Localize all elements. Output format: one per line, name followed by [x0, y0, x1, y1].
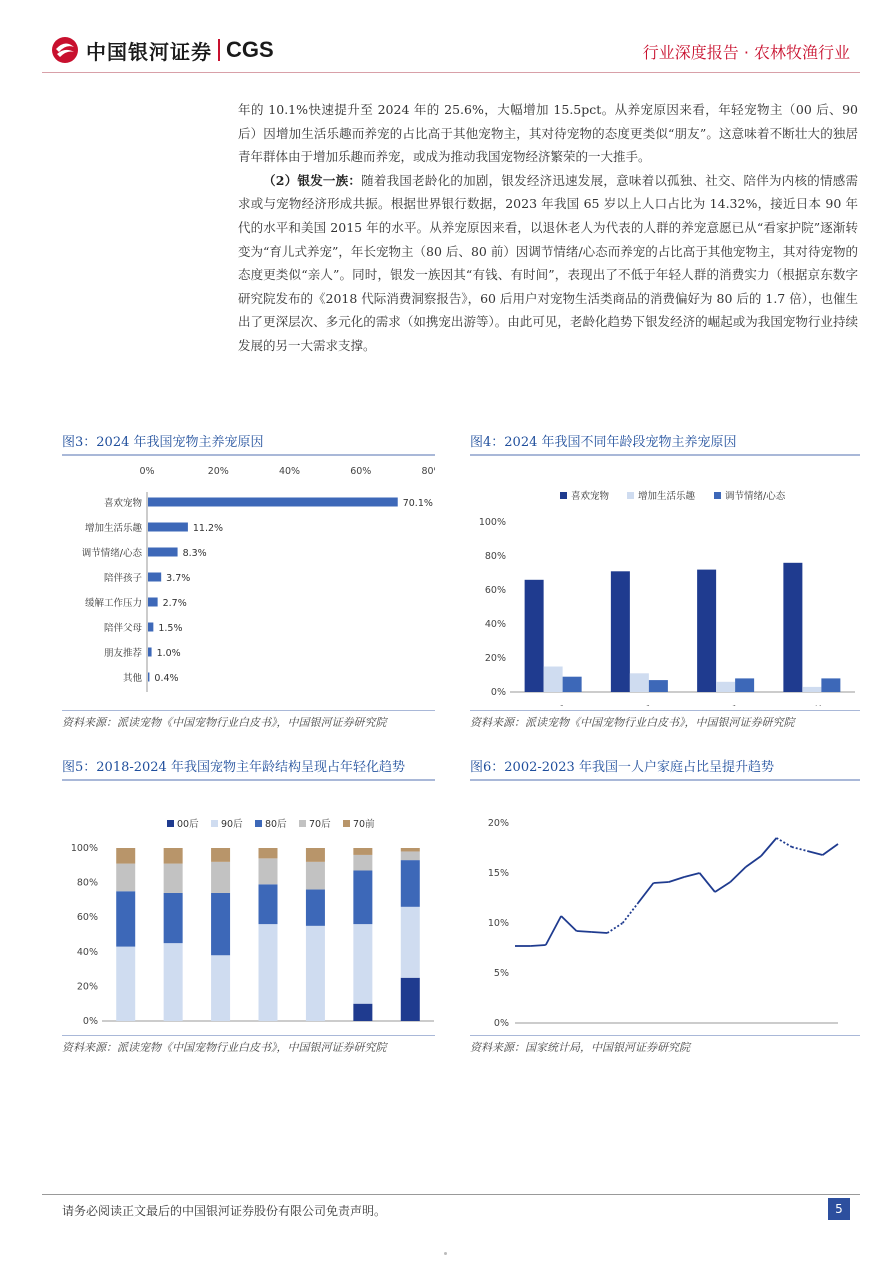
bar — [148, 648, 152, 657]
category-label: 调节情绪/心态 — [81, 548, 142, 559]
bar-segment — [306, 862, 325, 890]
logo-divider — [218, 39, 220, 61]
bar — [611, 571, 630, 692]
series-line-segment — [823, 844, 838, 855]
paragraph-2-lead: （2）银发一族： — [263, 172, 362, 188]
bar-segment — [353, 855, 372, 871]
figure-3-chart — [62, 456, 435, 706]
logo-name: 中国银河证券 — [86, 39, 212, 64]
figure-5-chart — [62, 781, 435, 1031]
series-line-segment — [746, 856, 761, 867]
legend-label: 70后 — [309, 819, 331, 830]
bar — [802, 687, 821, 692]
bar-segment — [164, 893, 183, 943]
bar — [544, 667, 563, 693]
bar-segment — [259, 884, 278, 924]
footer-disclaimer: 请务必阅读正文最后的中国银河证券股份有限公司免责声明。 — [62, 1204, 387, 1218]
bar — [697, 570, 716, 692]
bar-segment — [306, 890, 325, 926]
company-logo — [50, 32, 350, 68]
data-label: 2.7% — [162, 598, 187, 609]
page-number: 5 — [828, 1198, 850, 1220]
figure-4-title: 图4：2024 年我国不同年龄段宠物主养宠原因 — [470, 435, 737, 450]
y-tick-label: 100% — [478, 517, 506, 528]
data-label: 0.4% — [154, 673, 179, 684]
bar — [148, 598, 158, 607]
bar-segment — [401, 978, 420, 1021]
bar-segment — [116, 947, 135, 1021]
bar-segment — [116, 891, 135, 946]
y-tick-label: 0% — [490, 687, 506, 698]
figure-4-chart — [470, 456, 860, 706]
y-tick-label: 60% — [484, 585, 506, 596]
bar-segment — [211, 848, 230, 862]
data-label: 11.2% — [192, 523, 224, 534]
figure-6-source: 资料来源：国家统计局，中国银河证券研究院 — [470, 1041, 690, 1054]
bar-segment — [164, 864, 183, 893]
legend-swatch — [167, 820, 174, 827]
bar-segment — [353, 924, 372, 1004]
bar-segment — [306, 848, 325, 862]
figure-5-source: 资料来源：派读宠物《中国宠物行业白皮书》，中国银河证券研究院 — [62, 1041, 387, 1054]
data-label: 8.3% — [182, 548, 207, 559]
legend-swatch — [714, 492, 721, 499]
y-tick-label: 0% — [82, 1016, 98, 1027]
footer-divider — [42, 1194, 860, 1195]
y-tick-label: 20% — [76, 981, 98, 993]
bar — [148, 498, 398, 507]
y-tick-label: 100% — [70, 843, 98, 854]
legend-label: 增加生活乐趣 — [638, 491, 696, 502]
bar — [148, 523, 188, 532]
figure-4-rule-bottom — [470, 710, 860, 711]
legend-label: 喜欢宠物 — [571, 491, 610, 502]
data-label: 1.5% — [158, 623, 183, 634]
series-line-segment — [669, 877, 684, 882]
bar-segment — [211, 862, 230, 893]
series-line-segment — [684, 873, 699, 877]
legend-swatch — [211, 820, 218, 827]
bar — [821, 678, 840, 692]
bar — [563, 677, 582, 692]
bar-segment — [164, 848, 183, 864]
figure-3-title: 图3：2024 年我国宠物主养宠原因 — [62, 435, 264, 450]
logo-mark-icon — [50, 35, 80, 65]
bar-segment — [306, 926, 325, 1021]
bar-segment — [401, 907, 420, 978]
category-label: 陪伴孩子 — [103, 573, 142, 584]
figure-6-rule-bottom — [470, 1035, 860, 1036]
series-line-segment — [776, 838, 791, 847]
bar — [148, 573, 161, 582]
series-line-segment — [807, 851, 822, 855]
legend-label: 70前 — [353, 819, 375, 830]
legend-swatch — [627, 492, 634, 499]
series-line-segment — [638, 883, 653, 903]
series-line-segment — [761, 838, 776, 856]
paragraph-2-rest: 随着我国老龄化的加剧，银发经济迅速发展，意味着以孤独、社交、陪伴为内核的情感需求或与宠物经济形成共振。根据世界银行数据，2023 年我国 65 岁以上人口占比为 14.32%，接近日本 90 年代的水平和美国 2015 年的水平。从养宠原因来看，以退休老人为代表的人群的养宠意愿已从“看家护院”逐渐转变为“育儿式养宠”，年长宠物主（80 后、80 前）因调节情绪/心态而养宠的占比高于其他宠物主，其对待宠物的态度更类似“亲人”。同时，银发一族因其“有钱、有时间”，表现出了不低于年轻人群的消费实力（根据京东数字研究院发布的《2018 代际消费洞察报告》，60 后用户对宠物生活类商品的消费偏好为 80 后的 1.7 倍），也催生出了更深层次、多元化的需求（如携宠出游等）。由此可见，老龄化趋势下银发经济的崛起或为我国宠物行业持续发展的另一大需求支撑。 — [238, 172, 858, 353]
bar — [735, 678, 754, 692]
series-line-segment — [653, 882, 668, 883]
bar — [148, 548, 178, 557]
y-tick-label: 15% — [487, 868, 509, 879]
y-tick-label: 0% — [493, 1018, 509, 1029]
bar-segment — [116, 864, 135, 892]
bar — [525, 580, 544, 692]
bar-segment — [259, 924, 278, 1021]
category-label: 增加生活乐趣 — [84, 523, 142, 534]
y-tick-label: 20% — [487, 818, 509, 829]
category-label: 陪伴父母 — [103, 623, 142, 634]
bar — [649, 680, 668, 692]
bar — [630, 673, 649, 692]
category-label — [628, 704, 651, 706]
figure-6-title: 图6：2002-2023 年我国一人户家庭占比呈提升趋势 — [470, 760, 774, 775]
x-tick-label: 60% — [350, 466, 372, 477]
data-label: 1.0% — [156, 648, 181, 659]
bar — [148, 623, 153, 632]
figure-6 — [470, 757, 860, 1055]
page-marker-dot — [444, 1252, 447, 1255]
body-text — [238, 98, 858, 358]
x-tick-label: 40% — [278, 466, 301, 477]
y-tick-label: 60% — [76, 912, 98, 924]
series-line-segment — [577, 931, 592, 932]
y-tick-label: 40% — [484, 619, 506, 630]
bar-segment — [401, 848, 420, 851]
series-line-segment — [530, 945, 545, 946]
bar-segment — [353, 1004, 372, 1021]
y-tick-label: 10% — [487, 918, 509, 929]
paragraph-2 — [238, 169, 858, 358]
bar-segment — [211, 893, 230, 955]
series-line-segment — [792, 847, 807, 851]
legend-swatch — [255, 820, 262, 827]
bar — [716, 682, 735, 692]
figure-5-rule-bottom — [62, 1035, 435, 1036]
series-line-segment — [592, 932, 607, 933]
category-label — [542, 704, 565, 706]
series-line-segment — [607, 923, 622, 933]
data-label: 3.7% — [166, 573, 191, 584]
y-tick-label: 20% — [484, 653, 506, 664]
bar-segment — [353, 870, 372, 924]
x-tick-label: 0% — [139, 466, 155, 477]
x-tick-label: 20% — [207, 466, 229, 477]
category-label: 喜欢宠物 — [103, 498, 142, 509]
category-label: 其他 — [122, 673, 142, 684]
legend-label: 80后 — [265, 819, 287, 830]
header-divider — [42, 72, 860, 73]
bar-segment — [259, 858, 278, 884]
logo-abbr: CGS — [226, 37, 274, 62]
category-label — [714, 704, 737, 706]
figure-4-source: 资料来源：派读宠物《中国宠物行业白皮书》，中国银河证券研究院 — [470, 716, 795, 729]
legend-label: 调节情绪/心态 — [725, 491, 786, 502]
legend-swatch — [299, 820, 306, 827]
figure-3 — [62, 432, 435, 730]
paragraph-1: 年的 10.1%快速提升至 2024 年的 25.6%，大幅增加 15.5pct。从养宠原因来看，年轻宠物主（00 后、90 后）因增加生活乐趣而养宠的占比高于其他宠物主，其对待宠物的态度更类似“朋友”。这意味着不断壮大的独居青年群体由于增加乐趣而养宠，或成为推动我国宠物经济繁荣的一大推手。 — [238, 102, 858, 165]
figure-5-title: 图5：2018-2024 年我国宠物主年龄结构呈现占年轻化趋势 — [62, 760, 405, 775]
series-line-segment — [730, 867, 745, 882]
figure-3-source: 资料来源：派读宠物《中国宠物行业白皮书》，中国银河证券研究院 — [62, 716, 387, 729]
y-tick-label: 80% — [76, 877, 98, 889]
category-label: 缓解工作压力 — [84, 598, 142, 609]
bar-segment — [211, 955, 230, 1021]
y-tick-label: 80% — [484, 551, 506, 562]
legend-label: 00后 — [177, 819, 199, 830]
series-line-segment — [561, 916, 576, 931]
series-line-segment — [700, 873, 715, 892]
y-tick-label: 5% — [493, 968, 509, 979]
series-line-segment — [623, 903, 638, 923]
figure-5 — [62, 757, 435, 1055]
bar — [783, 563, 802, 692]
legend-swatch — [560, 492, 567, 499]
data-label: 70.1% — [402, 498, 433, 509]
legend-swatch — [343, 820, 350, 827]
x-tick-label: 80 — [421, 466, 434, 477]
series-line-segment — [546, 916, 561, 945]
bar-segment — [259, 848, 278, 858]
bar-segment — [401, 851, 420, 860]
bar-segment — [353, 848, 372, 855]
figure-6-chart — [470, 781, 860, 1031]
category-label — [801, 704, 824, 706]
figure-3-rule-bottom — [62, 710, 435, 711]
bar — [148, 673, 149, 682]
bar-segment — [116, 848, 135, 864]
bar-segment — [164, 943, 183, 1021]
y-tick-label: 40% — [76, 946, 98, 958]
bar-segment — [401, 860, 420, 907]
category-label: 朋友推荐 — [103, 648, 142, 659]
series-line-segment — [715, 882, 730, 892]
report-tag: 行业深度报告 · 农林牧渔行业 — [642, 43, 850, 62]
figure-4 — [470, 432, 860, 730]
legend-label: 90后 — [221, 819, 243, 830]
